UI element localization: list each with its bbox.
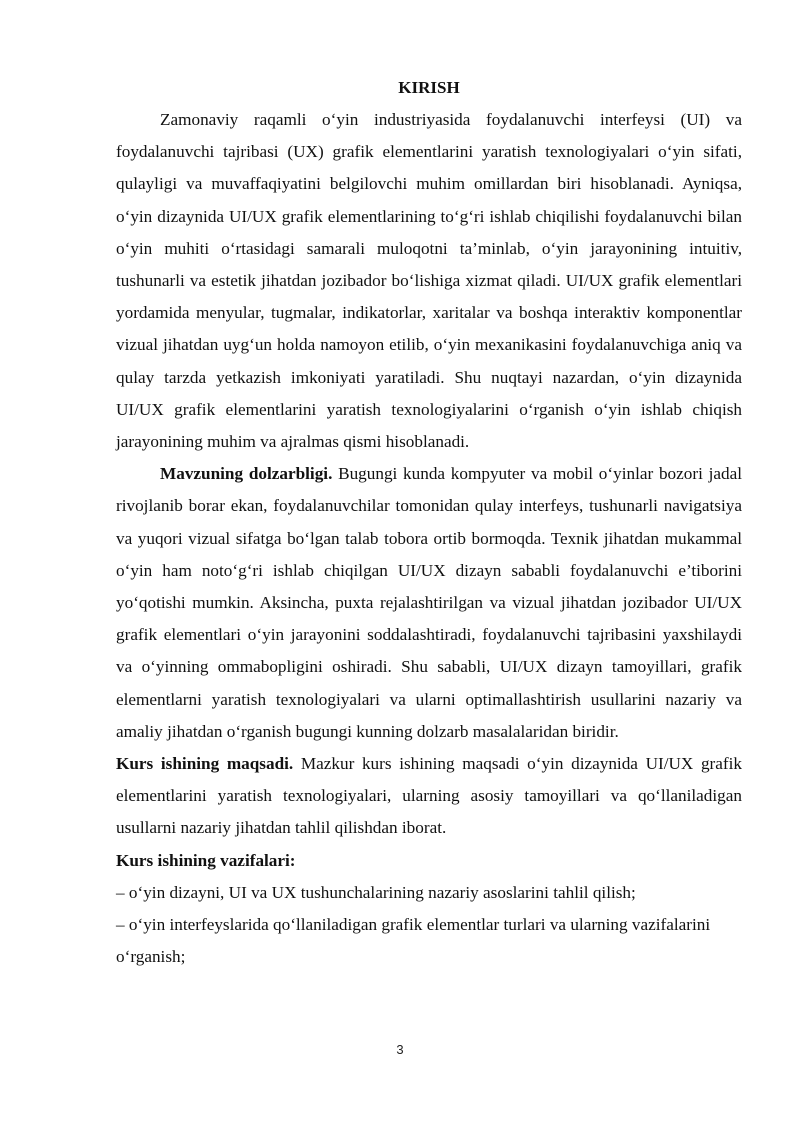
relevance-label: Mavzuning dolzarbligi. (160, 464, 333, 484)
goal-label: Kurs ishining maqsadi. (116, 754, 294, 774)
goal-paragraph (116, 748, 742, 845)
task-item: – o‘yin interfeyslarida qo‘llaniladigan grafik elementlar turlari va ularning vazifalarini o‘rganish; (116, 915, 711, 967)
relevance-paragraph (116, 458, 742, 748)
page-number: 3 (396, 1042, 404, 1057)
relevance-text: Bugungi kunda kompyuter va mobil o‘yinlar bozori jadal rivojlanib borar ekan, foydalanuvchilar tomonidan qulay interfeys, tushunarli navigatsiya va yuqori vizual sifatga bo‘lgan talab tobora ortib bormoqda. Texnik jihatdan mukammal o‘yin ham noto‘g‘ri ishlab chiqilgan UI/UX dizayn sababli foydalanuvchi e’tiborini yo‘qotishi mumkin. Aksincha, puxta rejalashtirilgan va vizual jihatdan jozibador UI/UX grafik elementlari o‘yin jarayonini soddalashtiradi, foydalanuvchi tajribasini yaxshilaydi va o‘yinning ommabopligini oshiradi. Shu sababli, UI/UX dizayn tamoyillari, grafik elementlarni yaratish texnologiyalari va ularni optimallashtirish usullarini nazariy va amaliy jihatdan o‘rganish bugungi kunning dolzarb masalalaridan biridir. (116, 464, 742, 741)
section-title: KIRISH (398, 78, 460, 97)
task-item: – o‘yin dizayni, UI va UX tushunchalarining nazariy asoslarini tahlil qilish; (116, 882, 636, 902)
goal-text: Mazkur kurs ishining maqsadi o‘yin dizaynida UI/UX grafik elementlarini yaratish texnologiyalari, ularning asosiy tamoyillari va qo‘llaniladigan usullarni nazariy jihatdan tahlil qilishdan iborat. (116, 754, 742, 838)
document-page (116, 72, 742, 973)
intro-paragraph: Zamonaviy raqamli o‘yin industriyasida foydalanuvchi interfeysi (UI) va foydalanuvchi tajribasi (UX) grafik elementlarini yaratish texnologiyalari o‘yin sifati, qulayligi va muvaffaqiyatini belgilovchi muhim omillardan biri hisoblanadi. Ayniqsa, o‘yin dizaynida UI/UX grafik elementlarining to‘g‘ri ishlab chiqilishi foydalanuvchi bilan o‘yin muhiti o‘rtasidagi samarali muloqotni ta’minlab, o‘yin jarayonining intuitiv, tushunarli va estetik jihatdan jozibador bo‘lishiga xizmat qiladi. UI/UX grafik elementlari yordamida menyular, tugmalar, indikatorlar, xaritalar va boshqa interaktiv komponentlar vizual jihatdan uyg‘un holda namoyon etilib, o‘yin mexanikasini foydalanuvchiga aniq va qulay tarzda yetkazish imkoniyati yaratiladi. Shu nuqtayi nazardan, o‘yin dizaynida UI/UX grafik elementlarini yaratish texnologiyalarini o‘rganish o‘yin ishlab chiqish jarayonining muhim va ajralmas qismi hisoblanadi. (116, 110, 742, 452)
tasks-heading: Kurs ishining vazifalari: (116, 850, 296, 870)
